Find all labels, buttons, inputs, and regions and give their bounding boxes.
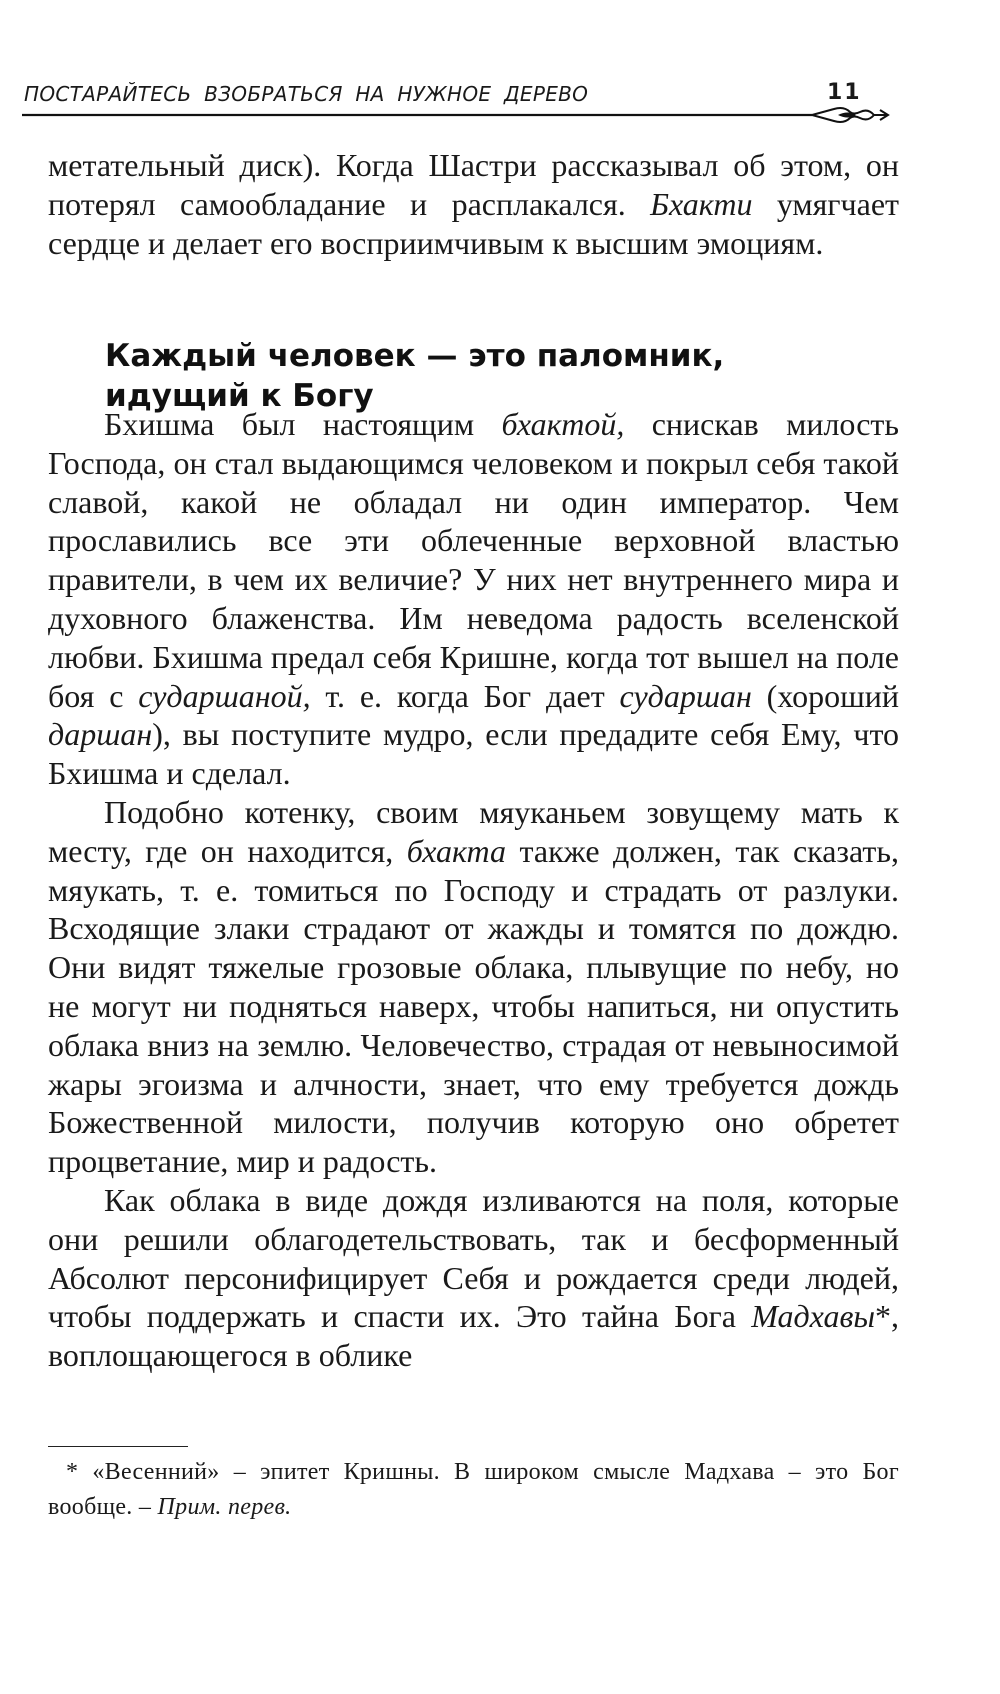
footnote-text: [48, 1455, 899, 1525]
text-run: Подобно котенку, своим мяуканьем зовущему мать к месту, где он находится,: [48, 793, 899, 869]
footnote: [48, 1455, 899, 1525]
body-text: [48, 405, 899, 1375]
text-run: (хороший: [751, 677, 900, 714]
text-run: *, воплощающегося в облике: [48, 1298, 899, 1374]
italic-term: сударшаной,: [138, 677, 311, 714]
italic-term: сударшан: [619, 677, 752, 714]
text-run: * «Весенний» – эпитет Кришны. В широком смысле Мадхава – это Бог вообще. –: [48, 1459, 899, 1520]
running-header: [22, 80, 894, 124]
text-run: ), вы поступите мудро, если предадите себя Ему, что Бхишма и сделал.: [48, 716, 899, 792]
running-header-title: ПОСТАРАЙТЕСЬ ВЗОБРАТЬСЯ НА НУЖНОЕ ДЕРЕВО: [24, 82, 589, 106]
italic-term: Мадхавы: [751, 1298, 875, 1335]
text-run: Как облака в виде дождя изливаются на поля, которые они решили облагодетельствовать, так и бесформенный Абсолют персонифицирует Себя и рождается среди людей, чтобы поддержать и спасти их. Это тайна Бога: [48, 1181, 899, 1335]
section-heading-line-2: идущий к Богу: [105, 378, 374, 414]
text-run: также должен, так сказать, мяукать, т. е. томиться по Господу и страдать от разлуки. Всходящие злаки страдают от жажды и томятся по дождю. Они видят тяжелые грозовые облака, плывущие по небу, но не могут ни подняться наверх, чтобы напиться, ни опустить облака вниз на землю. Человечество, страдая от невыносимой жары эгоизма и алчности, знает, что ему требуется дождь Божественной милости, получив которую оно обретет процветание, мир и радость.: [48, 832, 900, 1180]
page-number: 11: [827, 80, 862, 105]
continuation-text: [48, 146, 899, 262]
text-run: Бхишма был настоящим: [104, 406, 502, 442]
paragraph-clouds: [48, 1181, 899, 1375]
italic-term: бхактой,: [501, 406, 625, 442]
italic-term: бхакта: [406, 832, 507, 869]
ornament-arrow-icon: [812, 108, 888, 122]
italic-term: Прим. перев.: [157, 1494, 292, 1520]
header-rule: [22, 106, 894, 124]
italic-term: даршан: [48, 716, 153, 753]
italic-term: Бхакти: [650, 185, 753, 222]
text-run: умягчает сердце и делает его восприимчивым к высшим эмоциям.: [48, 185, 900, 261]
section-heading-line-1: Каждый человек — это паломник,: [105, 338, 725, 374]
text-run: т. е. когда Бог дает: [310, 677, 620, 714]
section-heading: [105, 336, 865, 416]
paragraph-kitten: [48, 793, 899, 1181]
text-run: метательный диск). Когда Шастри рассказывал об этом, он потерял самообладание и расплакался.: [48, 147, 899, 222]
continuation-paragraph: [48, 146, 899, 262]
text-run: снискав милость Господа, он стал выдающимся человеком и покрыл себя такой славой, какой не обладал ни один император. Чем прославились все эти облеченные верховной властью правители, в чем их величие? У них нет внутреннего мира и духовного блаженства. Им неведома радость вселенской любви. Бхишма предал себя Кришне, когда тот вышел на поле боя с: [48, 406, 900, 714]
footnote-rule: [48, 1446, 188, 1447]
paragraph-bhishma: [48, 405, 899, 793]
